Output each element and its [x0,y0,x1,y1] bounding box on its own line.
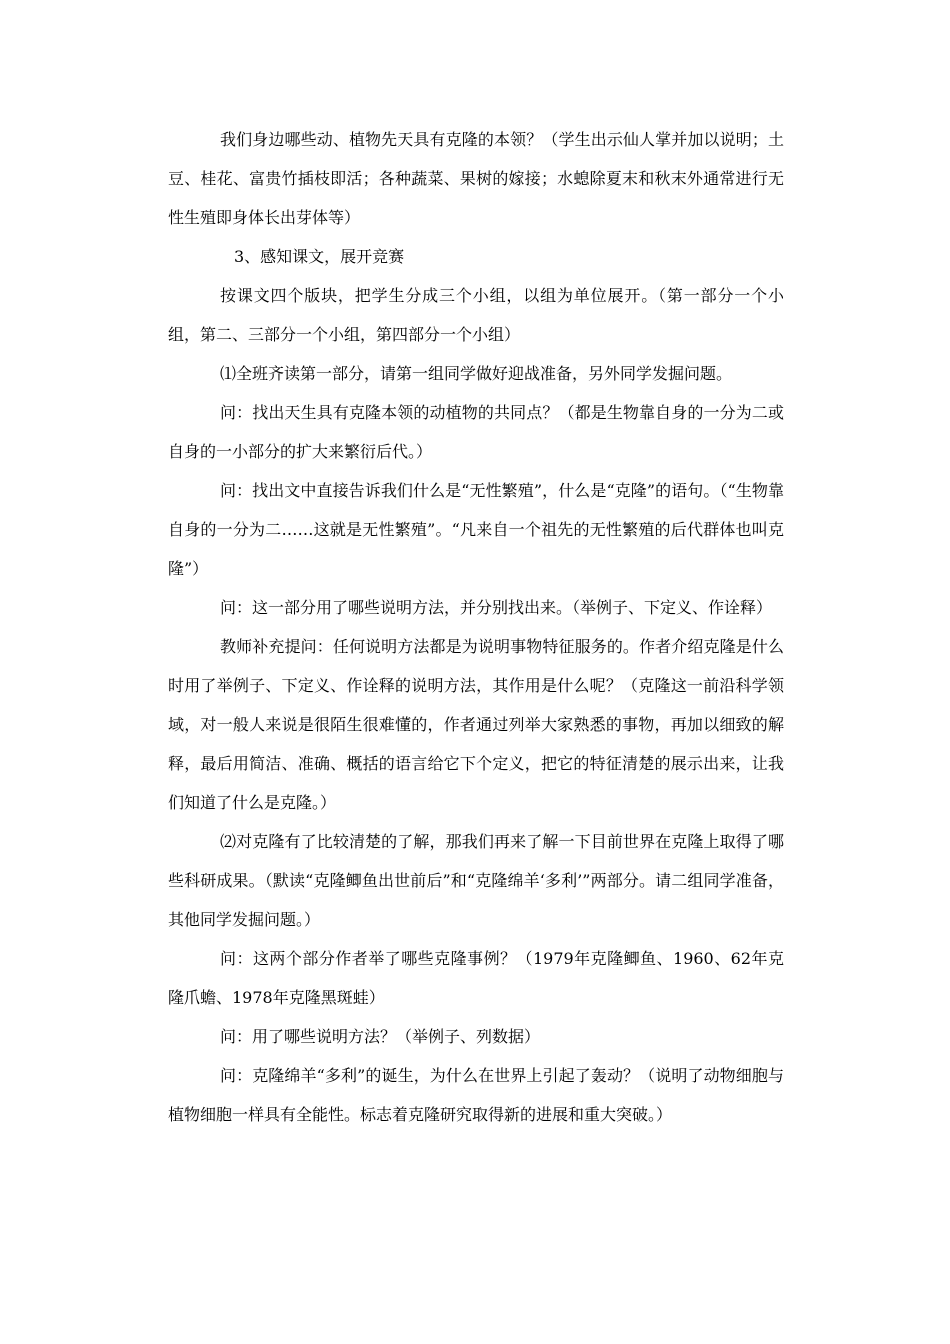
paragraph: 问：找出文中直接告诉我们什么是“无性繁殖”，什么是“克隆”的语句。（“生物靠自身的一分为二……这就是无性繁殖”。“凡来自一个祖先的无性繁殖的后代群体也叫克隆”） [168,481,784,578]
paragraph: 问：这两个部分作者举了哪些克隆事例？（1979年克隆鲫鱼、1960、62年克隆爪蟾、1978年克隆黑斑蛙） [168,949,784,1007]
paragraph: 问：找出天生具有克隆本领的动植物的共同点？（都是生物靠自身的一分为二或自身的一小部分的扩大来繁衍后代。） [168,403,784,461]
paragraph: 问：这一部分用了哪些说明方法，并分别找出来。（举例子、下定义、作诠释） [220,598,773,617]
paragraph: 问：克隆绵羊“多利”的诞生，为什么在世界上引起了轰动？（说明了动物细胞与植物细胞一样具有全能性。标志着克隆研究取得新的进展和重大突破。） [168,1066,784,1124]
section-heading: 3、感知课文，展开竞赛 [234,247,405,266]
paragraph: ⑵对克隆有了比较清楚的了解，那我们再来了解一下目前世界在克隆上取得了哪些科研成果。（默读“克隆鲫鱼出世前后”和“克隆绵羊‘多利’”两部分。请二组同学准备，其他同学发掘问题。） [168,832,784,929]
document-body [168,120,784,1134]
paragraph: 问：用了哪些说明方法？（举例子、列数据） [220,1027,541,1046]
paragraph: 我们身边哪些动、植物先天具有克隆的本领？（学生出示仙人掌并加以说明；土豆、桂花、富贵竹插枝即活；各种蔬菜、果树的嫁接；水螅除夏末和秋末外通常进行无性生殖即身体长出芽体等） [168,130,784,227]
paragraph: ⑴全班齐读第一部分，请第一组同学做好迎战准备，另外同学发掘问题。 [220,364,733,383]
paragraph: 教师补充提问：任何说明方法都是为说明事物特征服务的。作者介绍克隆是什么时用了举例子、下定义、作诠释的说明方法，其作用是什么呢？（克隆这一前沿科学领域，对一般人来说是很陌生很难懂的，作者通过列举大家熟悉的事物，再加以细致的解释，最后用简洁、准确、概括的语言给它下个定义，把它的特征清楚的展示出来，让我们知道了什么是克隆。） [168,637,784,812]
paragraph: 按课文四个版块，把学生分成三个小组，以组为单位展开。（第一部分一个小组，第二、三部分一个小组，第四部分一个小组） [168,286,784,344]
